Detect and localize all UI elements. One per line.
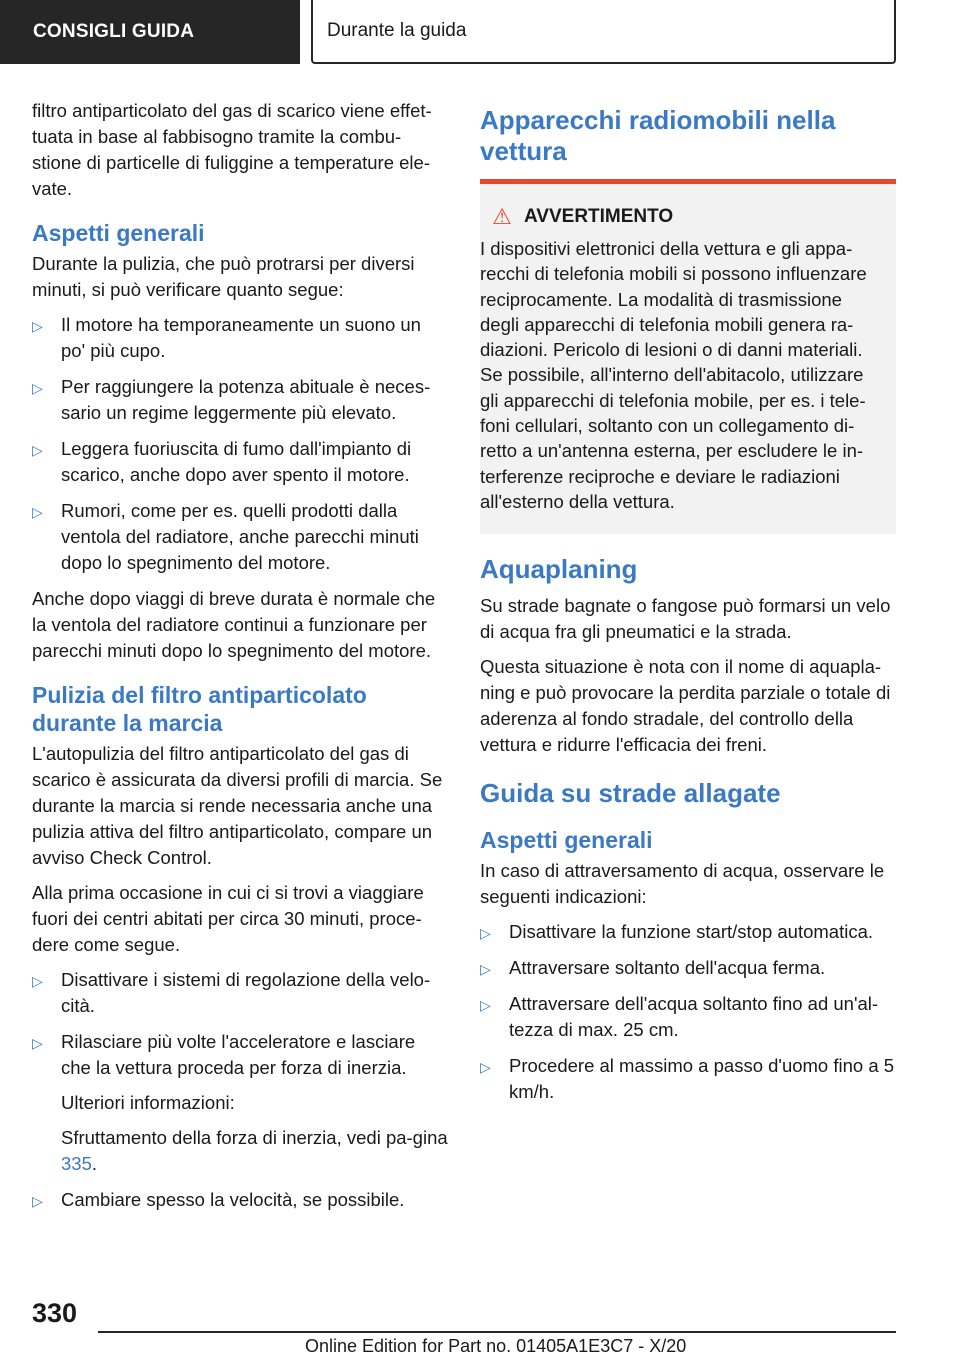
pulizia-steps-list [32, 967, 448, 1213]
list-item [32, 1029, 448, 1177]
list-item [32, 374, 448, 426]
triangle-bullet-icon: ▷ [480, 1059, 491, 1076]
pulizia-paragraph-1: L'autopulizia del filtro antiparticolato del gas di scarico è assicurata da diversi profili di marcia. Se durante la marcia si rende necessaria anche una pulizia attiva del filtro antiparticolato, compare un avviso Check Control. [32, 743, 443, 868]
list-item-text: Attraversare soltanto dell'acqua ferma. [509, 957, 826, 979]
list-item-text: Cambiare spesso la velocità, se possibile. [61, 1189, 405, 1210]
triangle-bullet-icon: ▷ [32, 1035, 43, 1051]
left-column [32, 98, 448, 1223]
triangle-bullet-icon: ▷ [32, 973, 43, 989]
list-item-text: Rumori, come per es. quelli prodotti dalla ventola del radiatore, anche parecchi minuti dopo lo spegnimento del motore. [61, 500, 419, 573]
list-item-text: Il motore ha temporaneamente un suono un po' più cupo. [61, 314, 421, 361]
edition-label: Online Edition for Part no. 01405A1E3C7 - X/20 [305, 1336, 687, 1356]
list-item-text: Attraversare dell'acqua soltanto fino ad un'al-tezza di max. 25 cm. [509, 993, 879, 1041]
heading-aspetti-generali-2: Aspetti generali [480, 827, 653, 854]
section-title: CONSIGLI GUIDA [33, 21, 195, 42]
cross-reference-end: . [91, 1153, 98, 1174]
list-item-text: Per raggiungere la potenza abituale è neces-sario un regime leggermente più elevato. [61, 376, 431, 423]
aspetti-intro: Durante la pulizia, che può protrarsi per diversi minuti, si può verificare quanto segue: [32, 253, 415, 300]
cleaning-effects-list [32, 312, 448, 576]
further-info-label: Ulteriori informazioni: [61, 1092, 235, 1113]
list-item-text: Disattivare la funzione start/stop automatica. [509, 921, 874, 943]
cross-reference-text: Sfruttamento della forza di inerzia, vedi pa-gina [61, 1127, 448, 1148]
triangle-bullet-icon: ▷ [480, 925, 491, 942]
warning-triangle-icon: ⚠ [492, 204, 512, 229]
triangle-bullet-icon: ▷ [32, 442, 43, 458]
warning-text: I dispositivi elettronici della vettura e gli appa-recchi di telefonia mobili si possono influenzare reciprocamente. La modalità di trasmissione degli apparecchi di telefonia mobili genera ra-diazioni. Pericolo di lesioni o di danni materiali. Se possibile, all'interno dell'abitacolo, utilizzare gli apparecchi di telefonia mobile, per es. i tele-foni cellulari, soltanto con un collegamento di-retto a un'antenna esterna, per escludere le in-terferenze reciproche e deviare le radiazioni all'esterno della vettura. [480, 238, 867, 512]
list-item-text: Disattivare i sistemi di regolazione della velo-cità. [61, 969, 431, 1016]
warning-header [480, 204, 882, 230]
triangle-bullet-icon: ▷ [32, 1193, 43, 1209]
intro-paragraph: filtro antiparticolato del gas di scarico viene effet-tuata in base al fabbisogno tramite la combu-stione di particelle di fuliggine a temperature ele-vate. [32, 100, 432, 199]
heading-aquaplaning: Aquaplaning [480, 554, 638, 585]
chapter-title: Durante la guida [327, 20, 467, 41]
aquaplaning-paragraph-1: Su strade bagnate o fangose può formarsi un velo di acqua fra gli pneumatici e la strada. [480, 595, 891, 643]
page-number: 330 [32, 1298, 78, 1328]
heading-aspetti-generali: Aspetti generali [32, 220, 205, 246]
triangle-bullet-icon: ▷ [32, 380, 43, 396]
list-item [32, 967, 448, 1019]
warning-title: AVVERTIMENTO [524, 206, 674, 227]
footer-divider [98, 1331, 896, 1333]
triangle-bullet-icon: ▷ [480, 997, 491, 1014]
triangle-bullet-icon: ▷ [480, 961, 491, 978]
list-item [32, 436, 448, 488]
heading-pulizia-filtro: Pulizia del filtro antiparticolato durante la marcia [32, 682, 367, 736]
section-tab [0, 0, 300, 64]
list-item [480, 1053, 896, 1105]
aspetti-outro: Anche dopo viaggi di breve durata è normale che la ventola del radiatore continui a funzionare per parecchi minuti dopo lo spegnimento del motore. [32, 588, 436, 661]
list-item [480, 919, 896, 945]
heading-strade-allagate: Guida su strade allagate [480, 778, 781, 809]
list-item-text: Procedere al massimo a passo d'uomo fino a 5 km/h. [509, 1055, 895, 1103]
aquaplaning-paragraph-2: Questa situazione è nota con il nome di aquapla-ning e può provocare la perdita parziale o totale di aderenza al fondo stradale, del controllo della vettura e ridurre l'efficacia dei freni. [480, 656, 891, 756]
list-item [32, 1187, 448, 1213]
flooded-road-list [480, 919, 896, 1105]
list-item [32, 312, 448, 364]
pulizia-paragraph-2: Alla prima occasione in cui ci si trovi a viaggiare fuori dei centri abitati per circa 30 minuti, proce-dere come segue. [32, 882, 424, 955]
page-link[interactable]: 335 [61, 1153, 92, 1174]
cross-reference [61, 1125, 448, 1177]
list-item-text: Leggera fuoriuscita di fumo dall'impianto di scarico, anche dopo aver spento il motore. [61, 438, 412, 485]
list-item-text: Rilasciare più volte l'acceleratore e lasciare che la vettura proceda per forza di inerzia. [61, 1031, 416, 1078]
warning-box [480, 179, 896, 534]
list-item [32, 498, 448, 576]
triangle-bullet-icon: ▷ [32, 318, 43, 334]
allagate-intro: In caso di attraversamento di acqua, osservare le seguenti indicazioni: [480, 860, 885, 908]
heading-apparecchi-radiomobili: Apparecchi radiomobili nella vettura [480, 105, 836, 166]
list-item [480, 991, 896, 1043]
triangle-bullet-icon: ▷ [32, 504, 43, 520]
chapter-tab [311, 0, 896, 64]
list-item [480, 955, 896, 981]
right-column [480, 98, 896, 1115]
